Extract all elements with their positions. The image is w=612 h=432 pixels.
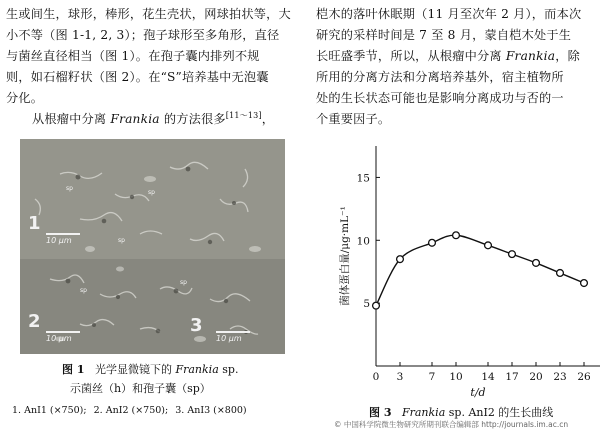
data-point	[373, 302, 380, 309]
text-line: 处的生长状态可能也是影响分离成功与否的一	[316, 91, 564, 105]
text-line: 生或间生，球形，棒形，花生壳状，网球拍状等，大	[6, 7, 291, 21]
y-tick-label: 15	[356, 172, 370, 185]
text-segment: ，除	[555, 49, 581, 63]
text-segment: 从根瘤中分离	[32, 112, 111, 126]
figure-number: 图 3	[369, 406, 392, 419]
data-point	[429, 239, 436, 246]
sporangium-label: sp	[118, 237, 125, 244]
genus-name: Frankia	[401, 406, 446, 419]
data-point	[453, 232, 460, 239]
text-line: 分化。	[6, 91, 44, 105]
figure-number: 图 1	[62, 363, 85, 376]
part-label: 2. AnI2 (×750);	[93, 405, 169, 416]
x-tick-label: 17	[505, 371, 519, 383]
x-tick-label: 20	[529, 371, 543, 383]
data-point	[533, 260, 540, 267]
data-point	[557, 270, 564, 277]
sporangium-label: sp	[80, 287, 87, 294]
text-segment: 长旺盛季节，所以，从根瘤中分离	[316, 49, 506, 63]
x-tick-label: 3	[396, 371, 404, 383]
genus-name: Frankia	[505, 49, 556, 63]
panel-label: 3	[190, 315, 203, 336]
text-line: 研究的采样时间是 7 至 8 月，蒙自桤木处于生	[316, 28, 572, 42]
genus-name: Frankia	[175, 363, 219, 376]
scale-label: 10 μm	[46, 236, 72, 245]
text-segment: ，	[261, 112, 275, 126]
text-line: 所用的分离方法和分离培养基外，宿主植物所	[316, 70, 564, 84]
panel-label: 1	[28, 213, 41, 234]
figure1-part-legend	[12, 405, 251, 416]
data-point	[581, 280, 588, 287]
data-point	[509, 251, 516, 258]
text-line: 个重要因子。	[316, 112, 391, 126]
sporangium-label: sp	[66, 185, 73, 192]
scale-label: 10 μm	[216, 334, 242, 343]
x-tick-label: 26	[577, 371, 591, 383]
part-label: 1. AnI1 (×750);	[12, 405, 87, 416]
figure1-caption-line2: 示菌丝（h）和孢子囊（sp）	[70, 382, 211, 395]
part-label: 3. AnI3 (×800)	[175, 405, 247, 416]
caption-text: sp.	[218, 363, 239, 376]
growth-curve-chart	[330, 140, 610, 402]
x-tick-label: 10	[449, 371, 463, 383]
growth-curve-line	[376, 235, 584, 305]
x-axis-label: t/d	[470, 386, 486, 399]
x-tick-label: 0	[372, 371, 380, 383]
x-tick-label: 14	[481, 371, 495, 383]
y-tick-label: 5	[363, 298, 370, 311]
text-line: 则，如石榴籽状（图 2）。在“S”培养基中无泡囊	[6, 70, 269, 84]
data-point	[397, 256, 404, 263]
y-tick-label: 10	[356, 235, 370, 248]
scale-bar	[46, 331, 80, 343]
panel-label: 2	[28, 311, 41, 332]
x-tick-label: 23	[553, 371, 567, 383]
text-line	[316, 46, 608, 67]
sporangium-label: sp	[148, 189, 155, 196]
caption-text: 光学显微镜下的	[94, 363, 176, 376]
figure3-caption	[369, 404, 553, 420]
figure1-caption	[62, 361, 238, 377]
right-column-text	[316, 4, 608, 130]
paragraph-start	[6, 109, 296, 130]
y-axis-label: 菌体蛋白量/μg·mL⁻¹	[339, 206, 351, 306]
scale-bar	[216, 331, 250, 343]
text-segment: 的方法很多	[159, 112, 226, 126]
scale-bar	[46, 233, 80, 245]
micrograph-texture	[20, 139, 285, 354]
left-column-text	[6, 4, 296, 130]
copyright-footer: © 中国科学院微生物研究所期刊联合编辑部 http://journals.im.ac.cn	[334, 420, 569, 429]
text-line: 与菌丝直径相当（图 1）。在孢子囊内排列不规	[6, 49, 260, 63]
sporangium-label: sp	[180, 279, 187, 286]
text-line: 桤木的落叶休眠期（11 月至次年 2 月），而本次	[316, 7, 582, 21]
micrograph-image	[20, 139, 285, 354]
citation-ref: [11～13]	[225, 110, 262, 120]
scale-label: 10 μm	[46, 334, 72, 343]
caption-text: sp. AnI2 的生长曲线	[445, 406, 554, 419]
genus-name: Frankia	[110, 112, 160, 126]
text-line: 小不等（图 1-1, 2, 3）；孢子球形至多角形，直径	[6, 28, 280, 42]
x-tick-label: 7	[428, 371, 436, 383]
data-point	[485, 242, 492, 249]
